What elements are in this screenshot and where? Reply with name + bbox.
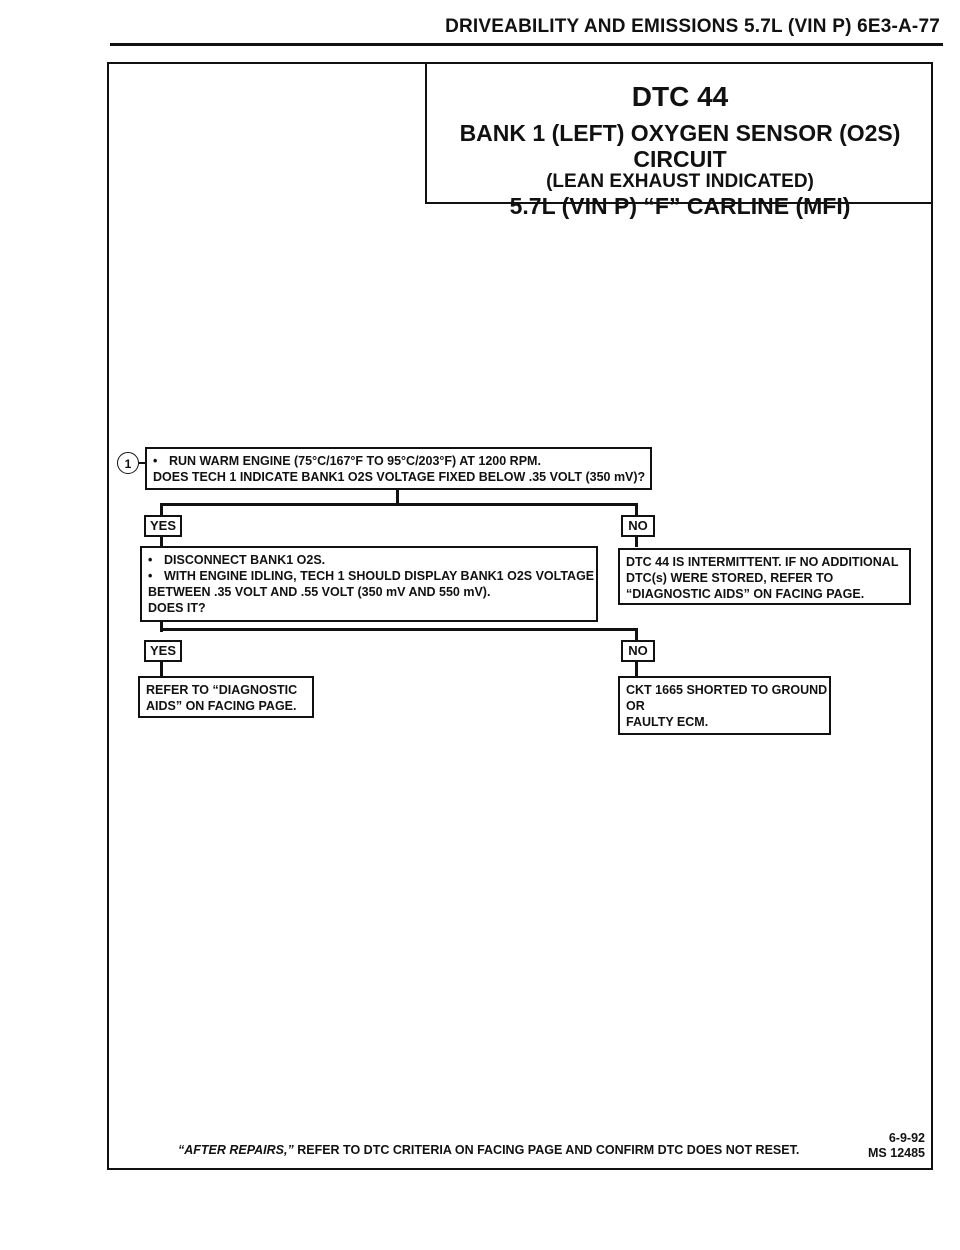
step1-box <box>145 447 652 490</box>
footer-date: 6-9-92 <box>888 1131 925 1145</box>
refer-line2: AIDS” ON FACING PAGE. <box>146 699 297 713</box>
page-header: DRIVEABILITY AND EMISSIONS 5.7L (VIN P) 6E3-A-77 <box>445 16 940 37</box>
branch-drop-no <box>635 503 638 515</box>
fault-line1: CKT 1665 SHORTED TO GROUND <box>626 683 828 697</box>
step1-line2: DOES TECH 1 INDICATE BANK1 O2S VOLTAGE FIXED BELOW .35 VOLT (350 mV)? <box>153 470 646 484</box>
circuit-title: BANK 1 (LEFT) OXYGEN SENSOR (O2S) CIRCUIT <box>459 120 901 172</box>
branch2-bar <box>161 628 638 631</box>
title-block <box>425 62 933 219</box>
step2-bullet1: • DISCONNECT BANK1 O2S. <box>148 553 326 567</box>
refer-box <box>138 676 314 718</box>
step2-question: DOES IT? <box>148 601 206 615</box>
bullet-icon: • <box>153 454 158 468</box>
step2-bullet2-cont: BETWEEN .35 VOLT AND .55 VOLT (350 mV AND 550 mV). <box>148 585 491 599</box>
no-connector-2 <box>635 662 638 676</box>
step-number-circle: 1 <box>117 452 139 474</box>
bullet-icon: • <box>148 569 153 583</box>
fault-line2: OR <box>626 699 645 713</box>
footer-code: MS 12485 <box>868 1146 925 1160</box>
yes-label-2: YES <box>144 640 182 662</box>
intermittent-line3: “DIAGNOSTIC AIDS” ON FACING PAGE. <box>626 587 865 601</box>
no-label: NO <box>621 515 655 537</box>
branch-stem <box>396 490 399 504</box>
header-rule <box>110 43 943 46</box>
yes-label: YES <box>144 515 182 537</box>
yes-connector-2 <box>160 662 163 676</box>
footer-code-block <box>850 1131 925 1161</box>
intermittent-line1: DTC 44 IS INTERMITTENT. IF NO ADDITIONAL <box>626 555 899 569</box>
branch2-drop-no <box>635 628 638 640</box>
refer-line1: REFER TO “DIAGNOSTIC <box>146 683 298 697</box>
no-connector <box>635 537 638 547</box>
fault-box <box>618 676 831 735</box>
step2-box <box>140 546 598 622</box>
after-repairs-text: REFER TO DTC CRITERIA ON FACING PAGE AND CONFIRM DTC DOES NOT RESET. <box>293 1143 800 1157</box>
step2-bullet2: • WITH ENGINE IDLING, TECH 1 SHOULD DISPLAY BANK1 O2S VOLTAGE <box>148 569 595 583</box>
step1-line1: • RUN WARM ENGINE (75°C/167°F TO 95°C/203°F) AT 1200 RPM. <box>153 454 541 468</box>
after-repairs-label: “AFTER REPAIRS,” <box>178 1143 294 1157</box>
dtc-title: DTC 44 <box>631 81 729 112</box>
branch-drop-yes <box>160 503 163 515</box>
branch-bar <box>161 503 638 506</box>
fault-line3: FAULTY ECM. <box>626 715 709 729</box>
intermittent-line2: DTC(s) WERE STORED, REFER TO <box>626 571 834 585</box>
condition-subtitle: (LEAN EXHAUST INDICATED) <box>546 171 814 192</box>
intermittent-box <box>618 548 911 605</box>
after-repairs-note <box>178 1143 799 1157</box>
no-label-2: NO <box>621 640 655 662</box>
bullet-icon: • <box>148 553 153 567</box>
application-subtitle: 5.7L (VIN P) “F” CARLINE (MFI) <box>509 193 851 219</box>
